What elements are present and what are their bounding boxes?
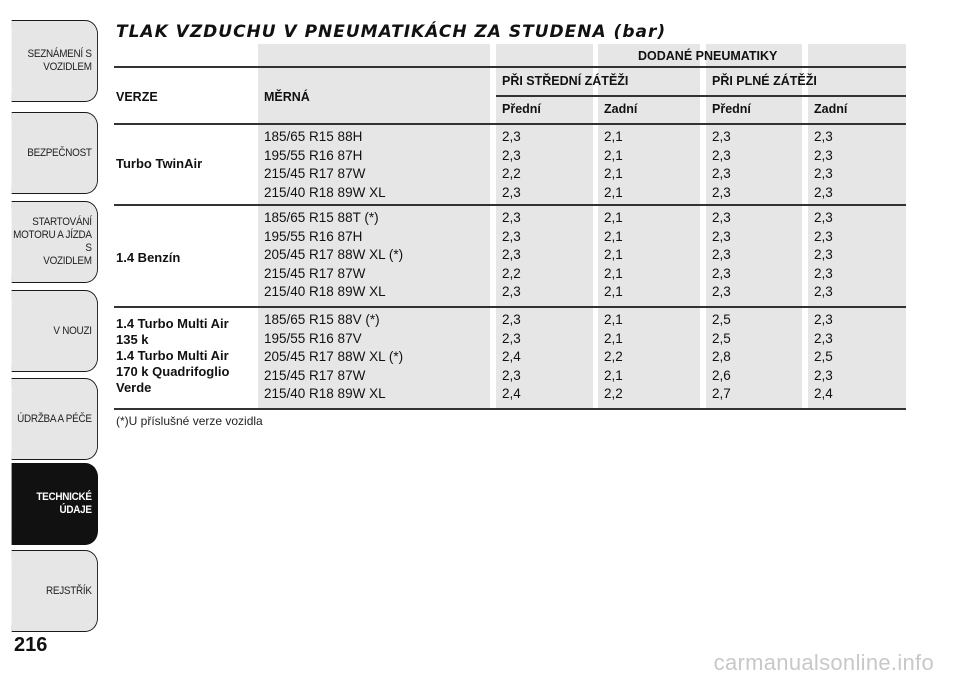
tab-startovani[interactable]: STARTOVÁNÍ MOTORU A JÍZDA S VOZIDLEM	[12, 201, 98, 283]
header-dodane-pneumatiky: DODANÉ PNEUMATIKY	[638, 49, 778, 63]
table-rule	[114, 408, 906, 410]
row-2-tyres: 185/65 R15 88T (*) 195/55 R16 87H 205/45 R17 88W XL (*) 215/45 R17 87W 215/40 R18 89W XL	[264, 210, 404, 299]
row-3-full-rear: 2,3 2,3 2,5 2,3 2,4	[814, 312, 833, 401]
table-rule	[114, 204, 906, 206]
row-3-med-rear: 2,1 2,1 2,2 2,1 2,2	[604, 312, 623, 401]
row-2-verze: 1.4 Benzín	[116, 250, 181, 265]
page-title: TLAK VZDUCHU V PNEUMATIKÁCH ZA STUDENA (bar)	[116, 22, 667, 42]
row-3-full-front: 2,5 2,5 2,8 2,6 2,7	[712, 312, 731, 401]
header-merna: MĚRNÁ	[264, 90, 310, 104]
row-1-med-front: 2,3 2,3 2,2 2,3	[502, 129, 521, 200]
row-2-full-front: 2,3 2,3 2,3 2,3 2,3	[712, 210, 731, 299]
row-1-full-rear: 2,3 2,3 2,3 2,3	[814, 129, 833, 200]
header-verze: VERZE	[116, 90, 158, 104]
tab-technicke-udaje[interactable]: TECHNICKÉ ÚDAJE	[12, 463, 98, 545]
header-medium-load: PŘI STŘEDNÍ ZÁTĚŽI	[502, 74, 629, 88]
tab-rejstrik[interactable]: REJSTŘÍK	[12, 550, 98, 632]
table-rule	[114, 66, 906, 68]
row-1-tyres: 185/65 R15 88H 195/55 R16 87H 215/45 R17 87W 215/40 R18 89W XL	[264, 129, 386, 200]
tab-seznameni[interactable]: SEZNÁMENÍ S VOZIDLEM	[12, 20, 98, 102]
page-number: 216	[14, 634, 48, 656]
watermark: carmanualsonline.info	[713, 650, 934, 675]
table-rule	[114, 123, 906, 125]
row-2-med-rear: 2,1 2,1 2,1 2,1 2,1	[604, 210, 623, 299]
header-med-front: Přední	[502, 102, 541, 116]
row-1-verze: Turbo TwinAir	[116, 156, 203, 171]
tab-bezpecnost[interactable]: BEZPEČNOST	[12, 112, 98, 194]
row-1-full-front: 2,3 2,3 2,3 2,3	[712, 129, 731, 200]
row-3-tyres: 185/65 R15 88V (*) 195/55 R16 87V 205/45 R17 88W XL (*) 215/45 R17 87W 215/40 R18 89W XL	[264, 312, 404, 401]
row-1-med-rear: 2,1 2,1 2,1 2,1	[604, 129, 623, 200]
header-full-front: Přední	[712, 102, 751, 116]
tab-v-nouzi[interactable]: V NOUZI	[12, 290, 98, 372]
row-2-med-front: 2,3 2,3 2,3 2,2 2,3	[502, 210, 521, 299]
tyre-pressure-table	[114, 44, 906, 410]
row-2-full-rear: 2,3 2,3 2,3 2,3 2,3	[814, 210, 833, 299]
header-full-rear: Zadní	[814, 102, 848, 116]
header-med-rear: Zadní	[604, 102, 638, 116]
footnote: (*)U příslušné verze vozidla	[116, 414, 263, 428]
tab-udrzba[interactable]: ÚDRŽBA A PÉČE	[12, 378, 98, 460]
table-rule	[496, 95, 906, 97]
row-3-med-front: 2,3 2,3 2,4 2,3 2,4	[502, 312, 521, 401]
table-rule	[114, 306, 906, 308]
row-3-verze: 1.4 Turbo Multi Air 135 k 1.4 Turbo Multi Air 170 k Quadrifoglio Verde	[116, 316, 230, 395]
header-full-load: PŘI PLNÉ ZÁTĚŽI	[712, 74, 817, 88]
